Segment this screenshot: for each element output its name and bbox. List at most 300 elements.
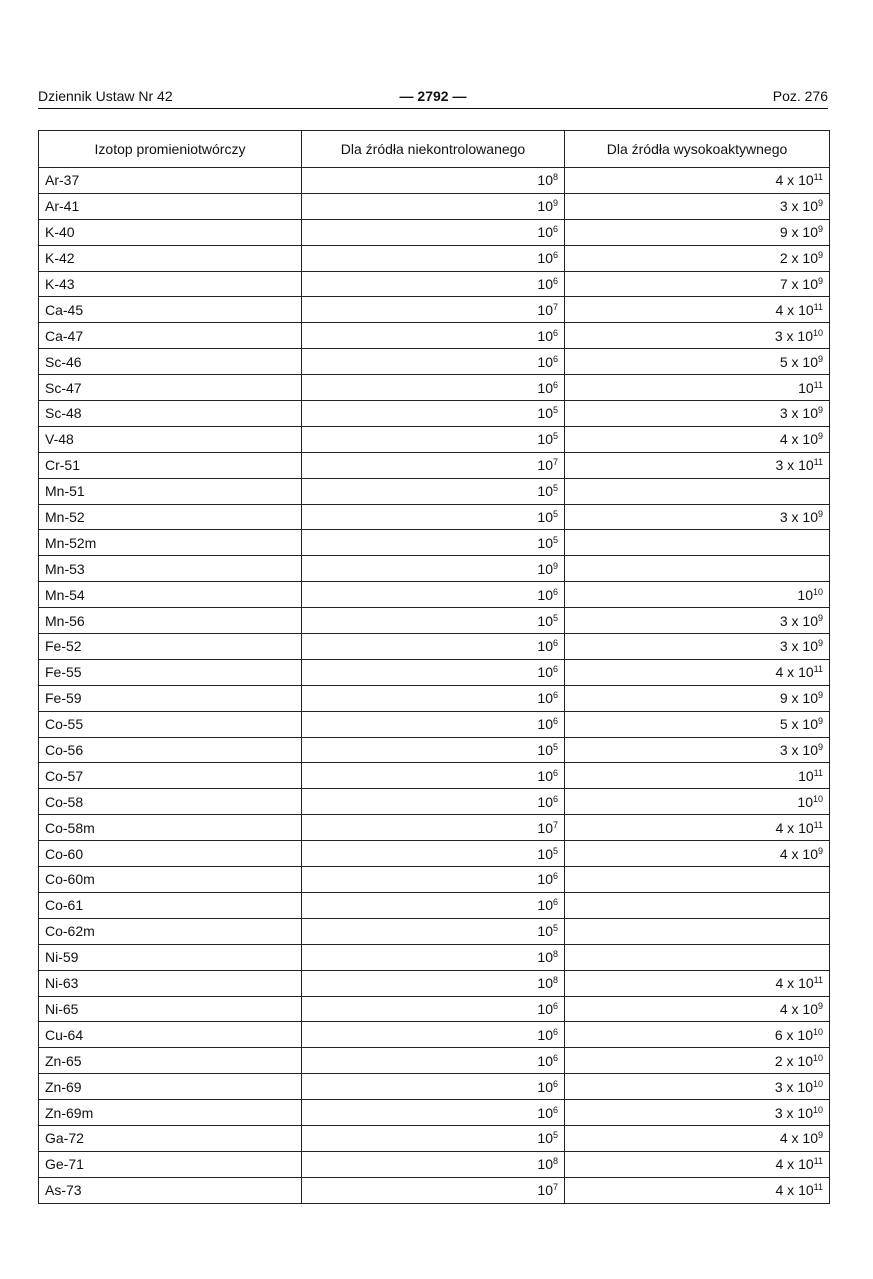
value-exponent: 6 [552, 586, 558, 597]
value-base: 10 [537, 379, 553, 396]
value-base: 10 [797, 1026, 813, 1043]
uncontrolled-limit-cell [302, 1048, 565, 1074]
value-base: 10 [537, 612, 553, 629]
isotope-name-cell: Cr-51 [39, 452, 302, 478]
isotope-table [38, 130, 830, 1204]
high-activity-limit-cell [565, 1074, 830, 1100]
value-base: 10 [537, 664, 553, 681]
uncontrolled-limit-cell [302, 375, 565, 401]
value-base: 10 [798, 172, 814, 189]
isotope-name-cell: Co-58 [39, 789, 302, 815]
uncontrolled-limit-cell [302, 1074, 565, 1100]
value-exponent: 7 [552, 301, 558, 312]
table-row [39, 349, 830, 375]
high-activity-limit-cell [565, 815, 830, 841]
value-exponent: 11 [813, 172, 823, 183]
isotope-name-cell: Zn-65 [39, 1048, 302, 1074]
value-exponent: 6 [552, 1104, 558, 1115]
value-base: 10 [537, 845, 553, 862]
value-base: 10 [802, 405, 818, 422]
value-base: 10 [537, 1000, 553, 1017]
high-activity-limit-cell [565, 1048, 830, 1074]
value-base: 10 [537, 534, 553, 551]
value-base: 10 [802, 198, 818, 215]
value-base: 10 [798, 975, 814, 992]
value-base: 10 [802, 742, 818, 759]
table-row [39, 737, 830, 763]
value-base: 10 [798, 1156, 814, 1173]
isotope-name-cell: Fe-55 [39, 659, 302, 685]
value-exponent: 7 [552, 819, 558, 830]
value-exponent: 5 [552, 845, 558, 856]
value-exponent: 11 [813, 457, 823, 468]
value-base: 10 [537, 975, 553, 992]
high-activity-limit-cell [565, 608, 830, 634]
page-number: — 2792 — [399, 88, 467, 104]
uncontrolled-limit-cell [302, 970, 565, 996]
isotope-name-cell: Mn-52m [39, 530, 302, 556]
uncontrolled-limit-cell [302, 245, 565, 271]
value-coefficient: 3 x [779, 742, 803, 759]
value-exponent: 7 [552, 1182, 558, 1193]
table-row [39, 245, 830, 271]
value-exponent: 11 [813, 379, 823, 390]
table-row [39, 582, 830, 608]
value-coefficient: 4 x [775, 301, 799, 318]
value-base: 10 [537, 1104, 553, 1121]
uncontrolled-limit-cell [302, 944, 565, 970]
value-base: 10 [797, 327, 813, 344]
uncontrolled-limit-cell [302, 996, 565, 1022]
value-base: 10 [537, 1182, 553, 1199]
high-activity-limit-cell [565, 297, 830, 323]
position-number: Poz. 276 [772, 88, 828, 104]
value-base: 10 [798, 819, 814, 836]
uncontrolled-limit-cell [302, 349, 565, 375]
high-activity-limit-cell [565, 504, 830, 530]
value-exponent: 5 [552, 612, 558, 623]
value-coefficient: 3 x [779, 405, 803, 422]
value-base: 10 [537, 819, 553, 836]
high-activity-limit-cell [565, 556, 830, 582]
high-activity-limit-cell [565, 737, 830, 763]
value-coefficient: 4 x [775, 975, 799, 992]
uncontrolled-limit-cell [302, 867, 565, 893]
value-base: 10 [537, 560, 553, 577]
value-coefficient: 4 x [775, 819, 799, 836]
value-exponent: 6 [552, 327, 558, 338]
isotope-name-cell: Mn-52 [39, 504, 302, 530]
value-coefficient: 3 x [774, 327, 798, 344]
isotope-name-cell: Mn-56 [39, 608, 302, 634]
value-exponent: 11 [813, 1182, 823, 1193]
value-base: 10 [802, 716, 818, 733]
value-exponent: 5 [552, 509, 558, 520]
value-exponent: 6 [552, 871, 558, 882]
high-activity-limit-cell [565, 841, 830, 867]
high-activity-limit-cell [565, 323, 830, 349]
value-base: 10 [802, 224, 818, 241]
high-activity-limit-cell [565, 245, 830, 271]
table-row [39, 815, 830, 841]
value-base: 10 [537, 1156, 553, 1173]
isotope-name-cell: K-43 [39, 271, 302, 297]
value-base: 10 [797, 793, 813, 810]
table-row [39, 452, 830, 478]
value-base: 10 [537, 897, 553, 914]
value-base: 10 [537, 1026, 553, 1043]
value-coefficient: 3 x [774, 1078, 798, 1095]
value-base: 10 [797, 586, 813, 603]
isotope-name-cell: Ar-41 [39, 193, 302, 219]
uncontrolled-limit-cell [302, 401, 565, 427]
value-base: 10 [537, 1130, 553, 1147]
value-exponent: 10 [812, 1078, 823, 1089]
isotope-name-cell: Fe-59 [39, 685, 302, 711]
value-exponent: 6 [552, 793, 558, 804]
value-exponent: 5 [552, 1130, 558, 1141]
value-exponent: 11 [813, 1156, 823, 1167]
value-base: 10 [798, 379, 814, 396]
table-row [39, 608, 830, 634]
table-row [39, 685, 830, 711]
isotope-name-cell: Ca-47 [39, 323, 302, 349]
high-activity-limit-cell [565, 996, 830, 1022]
value-coefficient: 4 x [779, 431, 803, 448]
isotope-name-cell: Co-57 [39, 763, 302, 789]
value-coefficient: 7 x [779, 276, 803, 292]
uncontrolled-limit-cell [302, 763, 565, 789]
value-coefficient: 3 x [779, 612, 803, 629]
high-activity-limit-cell [565, 271, 830, 297]
high-activity-limit-cell [565, 970, 830, 996]
value-coefficient: 9 x [779, 690, 803, 707]
high-activity-limit-cell [565, 634, 830, 660]
value-exponent: 9 [817, 276, 823, 286]
table-row [39, 271, 830, 297]
table-header-row [39, 131, 830, 168]
value-exponent: 6 [552, 276, 558, 286]
uncontrolled-limit-cell [302, 1151, 565, 1177]
value-base: 10 [798, 457, 814, 474]
high-activity-limit-cell [565, 582, 830, 608]
isotope-name-cell: K-40 [39, 219, 302, 245]
value-exponent: 7 [552, 457, 558, 468]
high-activity-limit-cell [565, 530, 830, 556]
high-activity-limit-cell [565, 1022, 830, 1048]
uncontrolled-limit-cell [302, 815, 565, 841]
value-exponent: 9 [817, 1000, 823, 1011]
high-activity-limit-cell [565, 918, 830, 944]
high-activity-limit-cell [565, 1177, 830, 1203]
isotope-name-cell: Sc-47 [39, 375, 302, 401]
isotope-name-cell: Zn-69m [39, 1100, 302, 1126]
uncontrolled-limit-cell [302, 1177, 565, 1203]
high-activity-limit-cell [565, 375, 830, 401]
value-coefficient: 9 x [779, 224, 803, 241]
value-exponent: 6 [552, 767, 558, 778]
high-activity-limit-cell [565, 193, 830, 219]
value-coefficient: 2 x [774, 1052, 798, 1069]
high-activity-limit-cell [565, 711, 830, 737]
high-activity-limit-cell [565, 168, 830, 194]
table-row [39, 867, 830, 893]
value-base: 10 [797, 1104, 813, 1121]
value-base: 10 [537, 431, 553, 448]
value-exponent: 11 [813, 301, 823, 312]
value-exponent: 9 [817, 690, 823, 701]
uncontrolled-limit-cell [302, 1022, 565, 1048]
uncontrolled-limit-cell [302, 556, 565, 582]
uncontrolled-limit-cell [302, 1125, 565, 1151]
table-row [39, 1151, 830, 1177]
isotope-name-cell: Cu-64 [39, 1022, 302, 1048]
value-coefficient: 3 x [779, 509, 803, 526]
value-exponent: 10 [812, 1104, 823, 1115]
isotope-name-cell: Ni-59 [39, 944, 302, 970]
value-base: 10 [537, 923, 553, 940]
table-row [39, 504, 830, 530]
table-row [39, 193, 830, 219]
value-base: 10 [537, 1052, 553, 1069]
value-base: 10 [798, 1182, 814, 1199]
value-base: 10 [537, 457, 553, 474]
uncontrolled-limit-cell [302, 426, 565, 452]
table-row [39, 478, 830, 504]
value-exponent: 10 [812, 1026, 823, 1037]
value-coefficient: 2 x [779, 250, 803, 267]
value-exponent: 6 [552, 716, 558, 727]
uncontrolled-limit-cell [302, 711, 565, 737]
value-base: 10 [537, 250, 553, 267]
value-base: 10 [802, 638, 818, 655]
value-base: 10 [797, 1052, 813, 1069]
high-activity-limit-cell [565, 763, 830, 789]
isotope-name-cell: Co-58m [39, 815, 302, 841]
value-base: 10 [537, 871, 553, 888]
value-exponent: 9 [817, 198, 823, 209]
value-exponent: 5 [552, 742, 558, 753]
value-exponent: 9 [817, 431, 823, 442]
table-row [39, 323, 830, 349]
value-base: 10 [802, 431, 818, 448]
table-row [39, 168, 830, 194]
value-base: 10 [537, 690, 553, 707]
value-base: 10 [537, 742, 553, 759]
column-header-high-activity: Dla źródła wysokoaktywnego [565, 131, 830, 168]
high-activity-limit-cell [565, 867, 830, 893]
high-activity-limit-cell [565, 401, 830, 427]
value-exponent: 8 [552, 949, 558, 960]
value-base: 10 [537, 276, 553, 292]
high-activity-limit-cell [565, 1125, 830, 1151]
value-base: 10 [802, 690, 818, 707]
value-base: 10 [802, 509, 818, 526]
value-base: 10 [802, 276, 818, 292]
table-row [39, 763, 830, 789]
high-activity-limit-cell [565, 349, 830, 375]
value-exponent: 6 [552, 353, 558, 364]
uncontrolled-limit-cell [302, 452, 565, 478]
value-exponent: 9 [817, 742, 823, 753]
isotope-name-cell: Co-60 [39, 841, 302, 867]
value-exponent: 5 [552, 534, 558, 545]
value-coefficient: 4 x [775, 664, 799, 681]
value-coefficient: 3 x [779, 638, 803, 655]
value-base: 10 [537, 638, 553, 655]
value-exponent: 6 [552, 1000, 558, 1011]
uncontrolled-limit-cell [302, 685, 565, 711]
table-row [39, 1100, 830, 1126]
page-header [38, 86, 828, 109]
value-exponent: 9 [817, 405, 823, 416]
table-row [39, 996, 830, 1022]
uncontrolled-limit-cell [302, 892, 565, 918]
uncontrolled-limit-cell [302, 478, 565, 504]
table-row [39, 1177, 830, 1203]
uncontrolled-limit-cell [302, 789, 565, 815]
value-coefficient: 4 x [779, 845, 803, 862]
isotope-name-cell: Co-56 [39, 737, 302, 763]
table-row [39, 1074, 830, 1100]
value-coefficient: 4 x [779, 1130, 803, 1147]
table-row [39, 1125, 830, 1151]
value-exponent: 9 [817, 1130, 823, 1141]
value-base: 10 [797, 1078, 813, 1095]
isotope-name-cell: Co-55 [39, 711, 302, 737]
high-activity-limit-cell [565, 426, 830, 452]
value-base: 10 [537, 172, 553, 189]
value-exponent: 9 [817, 716, 823, 727]
table-row [39, 556, 830, 582]
high-activity-limit-cell [565, 789, 830, 815]
value-base: 10 [537, 793, 553, 810]
column-header-uncontrolled: Dla źródła niekontrolowanego [302, 131, 565, 168]
value-base: 10 [802, 845, 818, 862]
high-activity-limit-cell [565, 1100, 830, 1126]
uncontrolled-limit-cell [302, 918, 565, 944]
value-exponent: 8 [552, 1156, 558, 1167]
value-coefficient: 6 x [774, 1026, 798, 1043]
value-exponent: 9 [552, 198, 558, 209]
value-exponent: 8 [552, 975, 558, 986]
value-exponent: 11 [813, 664, 823, 675]
table-row [39, 219, 830, 245]
column-header-isotope: Izotop promieniotwórczy [39, 131, 302, 168]
isotope-name-cell: K-42 [39, 245, 302, 271]
isotope-name-cell: Mn-51 [39, 478, 302, 504]
table-row [39, 918, 830, 944]
isotope-name-cell: Zn-69 [39, 1074, 302, 1100]
value-coefficient: 3 x [779, 198, 803, 215]
value-exponent: 5 [552, 923, 558, 934]
uncontrolled-limit-cell [302, 530, 565, 556]
isotope-name-cell: Mn-54 [39, 582, 302, 608]
value-base: 10 [802, 250, 818, 267]
value-exponent: 10 [812, 1052, 823, 1063]
table-row [39, 944, 830, 970]
table-row [39, 375, 830, 401]
value-coefficient: 5 x [779, 353, 803, 370]
high-activity-limit-cell [565, 452, 830, 478]
table-row [39, 659, 830, 685]
value-exponent: 9 [817, 845, 823, 856]
value-base: 10 [537, 198, 553, 215]
value-base: 10 [537, 509, 553, 526]
value-exponent: 6 [552, 224, 558, 235]
value-exponent: 6 [552, 897, 558, 908]
isotope-name-cell: Co-61 [39, 892, 302, 918]
value-base: 10 [537, 586, 553, 603]
value-exponent: 5 [552, 483, 558, 494]
isotope-name-cell: Ni-63 [39, 970, 302, 996]
value-base: 10 [537, 949, 553, 966]
value-exponent: 11 [813, 975, 823, 986]
table-row [39, 711, 830, 737]
uncontrolled-limit-cell [302, 634, 565, 660]
table-row [39, 297, 830, 323]
value-base: 10 [537, 224, 553, 241]
table-row [39, 841, 830, 867]
isotope-name-cell: Co-62m [39, 918, 302, 944]
value-exponent: 9 [817, 353, 823, 364]
value-coefficient: 4 x [775, 1156, 799, 1173]
value-exponent: 6 [552, 1026, 558, 1037]
isotope-name-cell: Ar-37 [39, 168, 302, 194]
value-exponent: 6 [552, 1052, 558, 1063]
value-exponent: 9 [817, 612, 823, 623]
value-exponent: 9 [817, 638, 823, 649]
value-exponent: 11 [813, 767, 823, 778]
value-base: 10 [537, 327, 553, 344]
uncontrolled-limit-cell [302, 608, 565, 634]
value-exponent: 6 [552, 1078, 558, 1089]
value-exponent: 8 [552, 172, 558, 183]
isotope-name-cell: Ni-65 [39, 996, 302, 1022]
table-row [39, 426, 830, 452]
high-activity-limit-cell [565, 685, 830, 711]
high-activity-limit-cell [565, 219, 830, 245]
high-activity-limit-cell [565, 944, 830, 970]
value-base: 10 [537, 716, 553, 733]
isotope-name-cell: Co-60m [39, 867, 302, 893]
uncontrolled-limit-cell [302, 323, 565, 349]
value-exponent: 6 [552, 250, 558, 261]
table-row [39, 892, 830, 918]
uncontrolled-limit-cell [302, 1100, 565, 1126]
uncontrolled-limit-cell [302, 504, 565, 530]
table-row [39, 401, 830, 427]
value-base: 10 [798, 664, 814, 681]
value-base: 10 [537, 1078, 553, 1095]
uncontrolled-limit-cell [302, 271, 565, 297]
uncontrolled-limit-cell [302, 168, 565, 194]
uncontrolled-limit-cell [302, 297, 565, 323]
value-exponent: 6 [552, 664, 558, 675]
table-row [39, 634, 830, 660]
value-exponent: 6 [552, 638, 558, 649]
high-activity-limit-cell [565, 478, 830, 504]
value-base: 10 [537, 483, 553, 500]
table-row [39, 970, 830, 996]
uncontrolled-limit-cell [302, 737, 565, 763]
value-exponent: 5 [552, 405, 558, 416]
value-base: 10 [798, 767, 814, 784]
value-exponent: 9 [817, 250, 823, 261]
uncontrolled-limit-cell [302, 193, 565, 219]
value-exponent: 9 [817, 509, 823, 520]
value-coefficient: 5 x [779, 716, 803, 733]
